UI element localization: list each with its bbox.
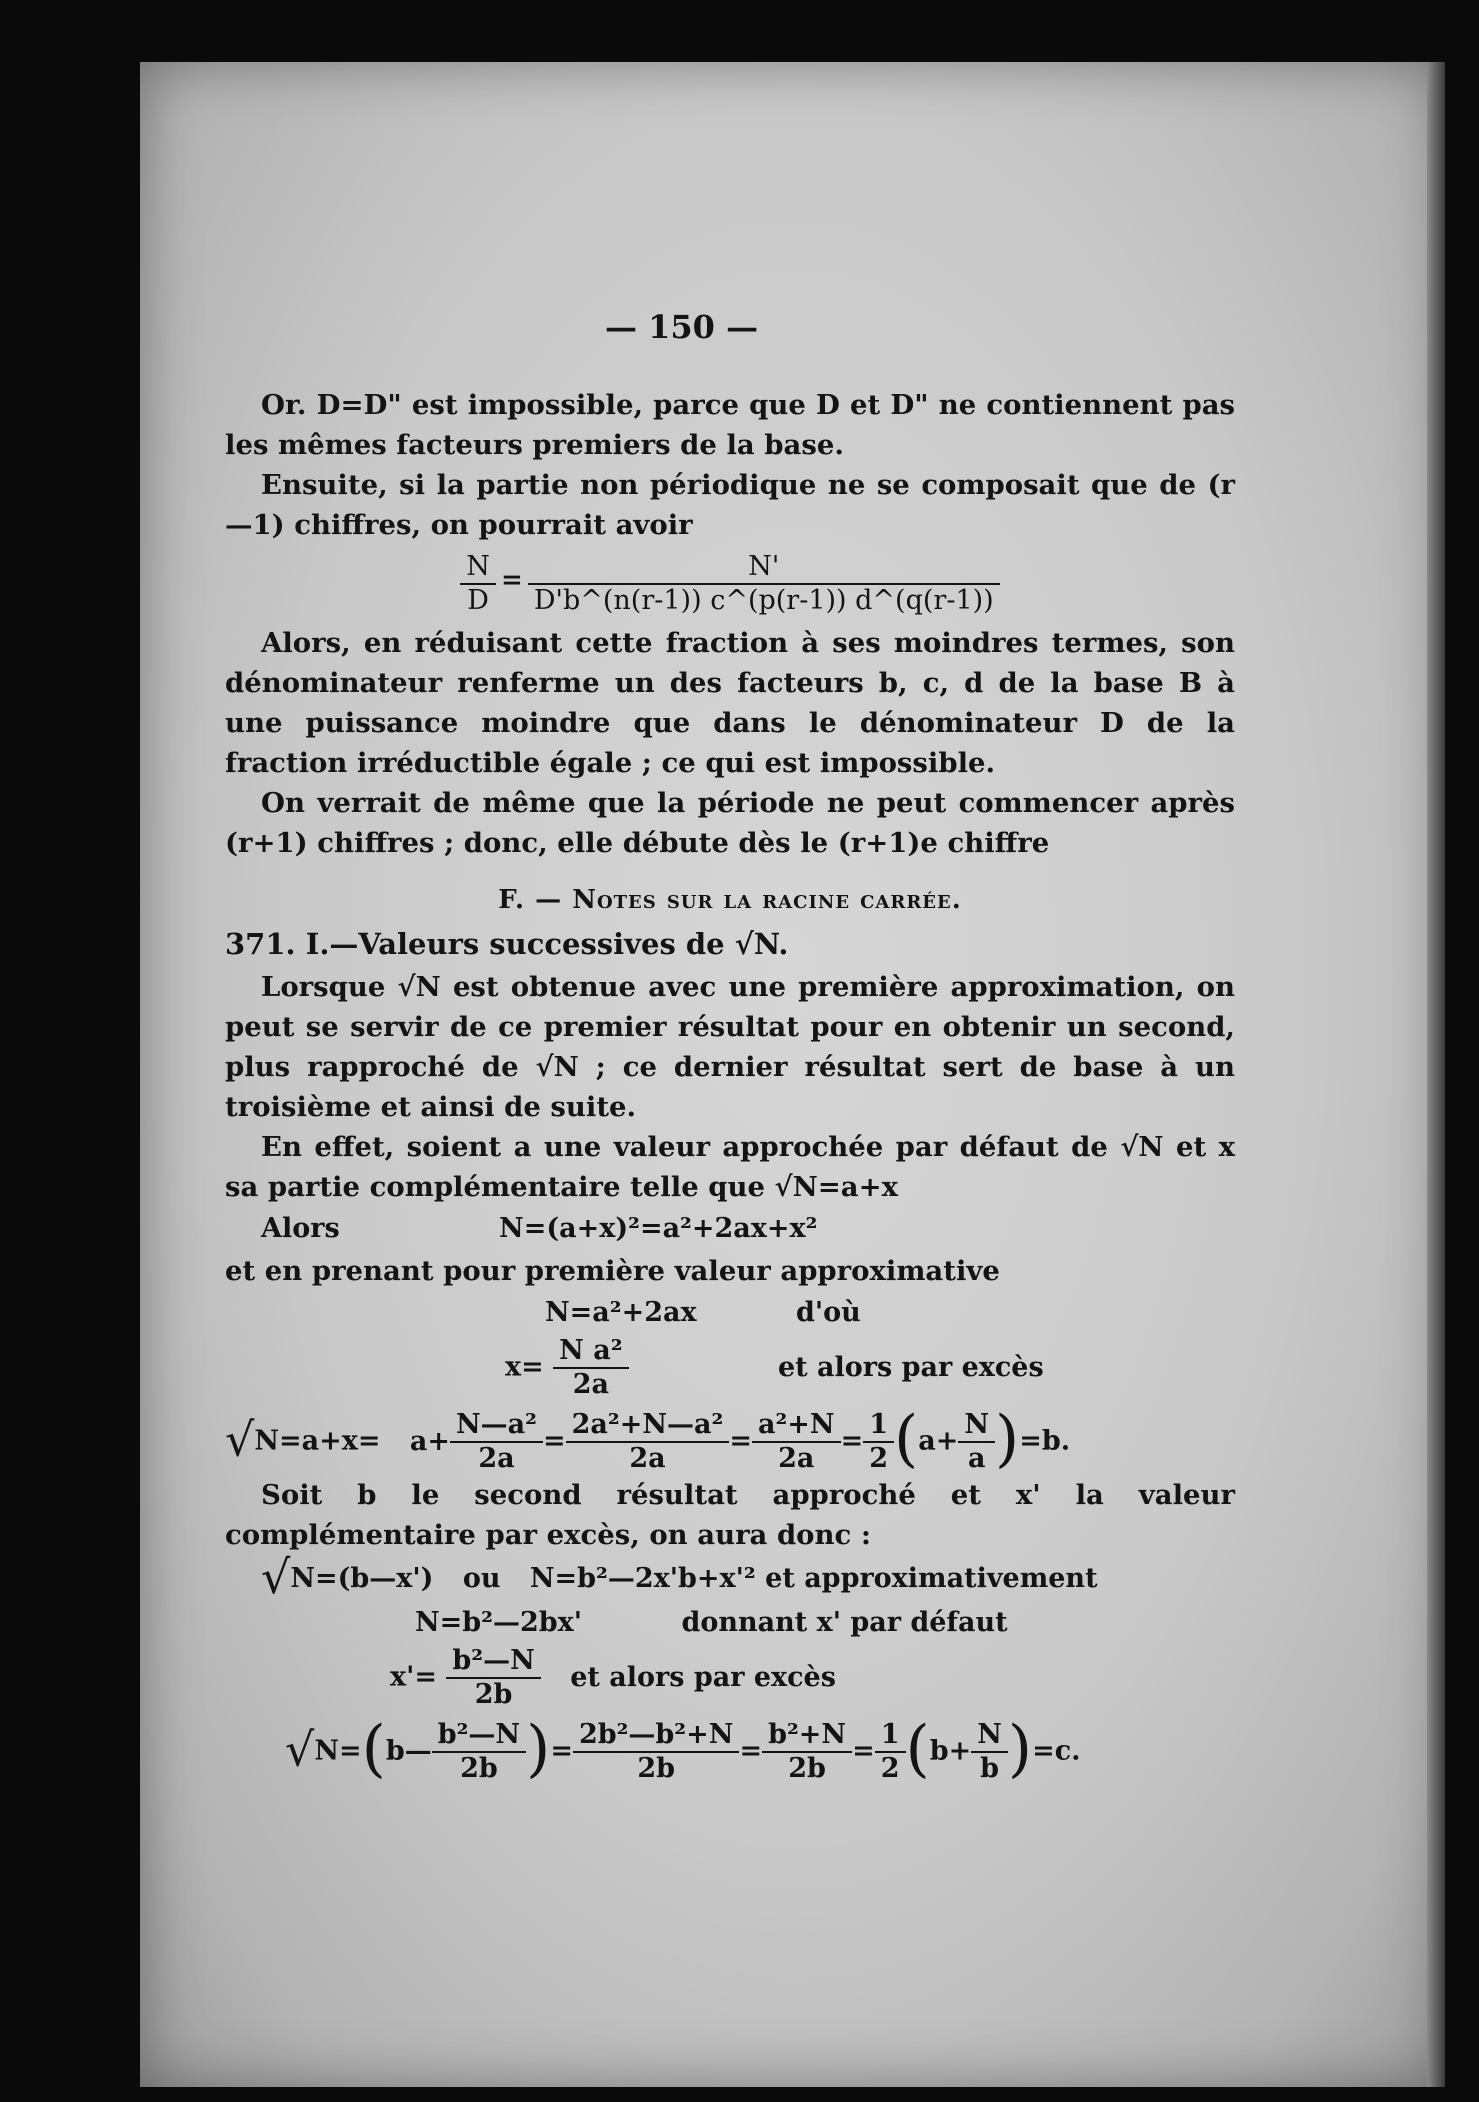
eq9-in-num: b²—N xyxy=(432,1719,526,1753)
eq5-result: =b. xyxy=(1019,1425,1071,1457)
eq9-frac-3 xyxy=(762,1719,852,1785)
radical-icon: √ xyxy=(285,1722,315,1777)
eq9-in-frac xyxy=(432,1719,526,1785)
equation-3: N=a²+2ax xyxy=(545,1297,697,1328)
close-paren-icon: ) xyxy=(526,1711,551,1785)
eq6-a: N=(b—x') xyxy=(290,1563,434,1594)
eq1-rhs-fraction xyxy=(528,551,1000,617)
eq5-inner-pre: a+ xyxy=(918,1425,959,1457)
equation-9-line: √N=(b— $\frac{\text{b²—N}}{2b}$ )= $\frac{\text{2b²—b²+N}}{2b}$ = $\frac{\text{b²+N}}{2b}$ = $\frac{1}{2}$ (b+ $\frac{N}{b}$ )=c. xyxy=(285,1711,1081,1785)
par-exces-2: et alors par excès xyxy=(570,1661,836,1693)
eq9-half-den: 2 xyxy=(880,1753,900,1784)
eq4-num: N a² xyxy=(553,1335,628,1369)
eq5-t3-num: a²+N xyxy=(752,1409,841,1443)
eq6-c: et approximativement xyxy=(765,1563,1098,1594)
paragraph-6: En effet, soient a une valeur approchée par défaut de √N et x sa partie complémentaire telle que √N=a+x xyxy=(225,1131,1235,1203)
eq5-frac-3 xyxy=(752,1409,841,1475)
dou-label: d'où xyxy=(796,1297,861,1328)
close-paren-icon: ) xyxy=(995,1401,1020,1475)
equation-6-line xyxy=(225,1550,1235,1604)
eq8-fraction xyxy=(446,1645,540,1711)
eq9-lhs: N= xyxy=(314,1735,362,1767)
paragraph-8: Soit b le second résultat approché et x' la valeur complémentaire par excès, on aura donc : xyxy=(225,1479,1235,1551)
equation-3-line xyxy=(225,1291,1235,1335)
eq8-lhs: x'= xyxy=(390,1661,437,1693)
eq5-t2-num: 2a²+N—a² xyxy=(566,1409,730,1443)
eq4-fraction xyxy=(553,1335,628,1401)
paragraph-4: On verrait de même que la période ne peut commencer après (r+1) chiffres ; donc, elle débute dès le (r+1)e chiffre xyxy=(225,787,1235,859)
paragraph-1: Or. D=D" est impossible, parce que D et D" ne contiennent pas les mêmes facteurs premiers de la base. xyxy=(225,389,1235,461)
eq5-t3-den: 2a xyxy=(778,1443,815,1474)
eq4-den: 2a xyxy=(572,1369,609,1400)
equation-8-line xyxy=(225,1645,1235,1711)
eq1-rhs-den: D'b^(n(r-1)) c^(p(r-1)) d^(q(r-1)) xyxy=(533,585,994,616)
section-title xyxy=(225,885,1235,915)
eq8-num: b²—N xyxy=(446,1645,540,1679)
equation-4-line xyxy=(225,1335,1235,1401)
eq9-in-den: 2b xyxy=(460,1753,498,1784)
equation-7-line xyxy=(225,1601,1235,1645)
eq7-note: donnant x' par défaut xyxy=(681,1607,1008,1638)
eq9-half xyxy=(875,1719,906,1785)
paragraph-5: Lorsque √N est obtenue avec une première approximation, on peut se servir de ce premier résultat pour en obtenir un second, plus rapproché de √N ; ce dernier résultat sert de base à un troisième et ainsi de suite. xyxy=(225,971,1235,1123)
eq9-result: =c. xyxy=(1032,1735,1081,1767)
eq5-inner-frac xyxy=(958,1409,995,1475)
eq9-t3-den: 2b xyxy=(788,1753,826,1784)
paragraph-7: et en prenant pour première valeur approximative xyxy=(225,1255,1000,1287)
equation-2: N=(a+x)²=a²+2ax+x² xyxy=(499,1213,818,1244)
close-paren-icon: ) xyxy=(1007,1711,1033,1785)
eq5-half-den: 2 xyxy=(869,1443,889,1474)
eq5-t1-pre: a+ xyxy=(409,1425,450,1457)
subsection-heading xyxy=(225,927,1235,961)
radical-icon: √ xyxy=(261,1550,291,1604)
heading-number: 371. xyxy=(225,927,296,961)
eq5-inner-den: a xyxy=(967,1443,986,1474)
eq1-lhs-num: N xyxy=(460,551,496,585)
eq5-frac-1 xyxy=(450,1409,543,1475)
heading-text: I.—Valeurs successives de √N. xyxy=(305,927,789,961)
eq5-t1-num: N—a² xyxy=(450,1409,543,1443)
eq1-lhs-den: D xyxy=(467,585,489,616)
page-spine-shadow xyxy=(1427,62,1445,2087)
eq9-frac-2 xyxy=(573,1719,740,1785)
eq9-t2-den: 2b xyxy=(637,1753,676,1784)
eq1-lhs-fraction xyxy=(460,551,496,617)
eq9-inner2-num: N xyxy=(971,1719,1008,1753)
eq5-frac-2 xyxy=(566,1409,730,1475)
alors-label: Alors xyxy=(261,1213,340,1244)
eq4-lhs: x= xyxy=(505,1351,544,1383)
eq5-inner-num: N xyxy=(958,1409,995,1443)
section-title-text: F. — Notes sur la racine carrée. xyxy=(498,885,962,915)
eq9-t2-num: 2b²—b²+N xyxy=(573,1719,740,1753)
eq9-inner-pre: b— xyxy=(385,1735,432,1767)
paragraph-2: Ensuite, si la partie non périodique ne se composait que de (r—1) chiffres, on pourrait avoir xyxy=(225,469,1235,541)
open-paren-icon: ( xyxy=(361,1711,386,1785)
eq9-t3-num: b²+N xyxy=(762,1719,852,1753)
eq9-inner2-pre: b+ xyxy=(929,1735,972,1767)
page-content xyxy=(225,385,1235,1785)
open-paren-icon: ( xyxy=(905,1711,930,1785)
radical-icon: √ xyxy=(225,1412,255,1467)
par-exces-1: et alors par excès xyxy=(777,1351,1044,1383)
equation-2-line xyxy=(225,1207,1235,1251)
eq5-lhs: N=a+x= xyxy=(254,1425,381,1457)
eq5-half-num: 1 xyxy=(863,1409,894,1443)
eq9-inner2-den: b xyxy=(980,1753,999,1784)
eq5-half xyxy=(863,1409,894,1475)
equation-1 xyxy=(225,551,1235,617)
eq1-rhs-num: N' xyxy=(528,551,1000,585)
eq5-t2-den: 2a xyxy=(629,1443,666,1474)
eq6-ou: ou xyxy=(462,1563,501,1594)
paragraph-3: Alors, en réduisant cette fraction à ses moindres termes, son dénominateur renferme un des facteurs b, c, d de la base B à une puissance moindre que dans le dénominateur D de la fraction irréductible égale ; ce qui est impossible. xyxy=(225,627,1235,779)
eq9-half-num: 1 xyxy=(875,1719,906,1753)
equation-5-line: √N=a+x= a+ $\frac{\text{N—a²}}{2a}$ = $\frac{\text{2a²+N—a²}}{2a}$ = $\frac{\text{a²+N}}{2a}$ = $\frac{1}{2}$ (a+ $\frac{N}{a}$ )=b. xyxy=(225,1401,1071,1475)
eq5-t1-den: 2a xyxy=(478,1443,515,1474)
equation-7: N=b²—2bx' xyxy=(415,1607,583,1638)
page-number: — 150 — xyxy=(605,308,759,346)
eq8-den: 2b xyxy=(474,1679,513,1710)
eq9-inner2-frac xyxy=(971,1719,1008,1785)
eq1-equals: = xyxy=(501,565,523,596)
open-paren-icon: ( xyxy=(894,1401,919,1475)
eq6-b: N=b²—2x'b+x'² xyxy=(529,1563,756,1594)
